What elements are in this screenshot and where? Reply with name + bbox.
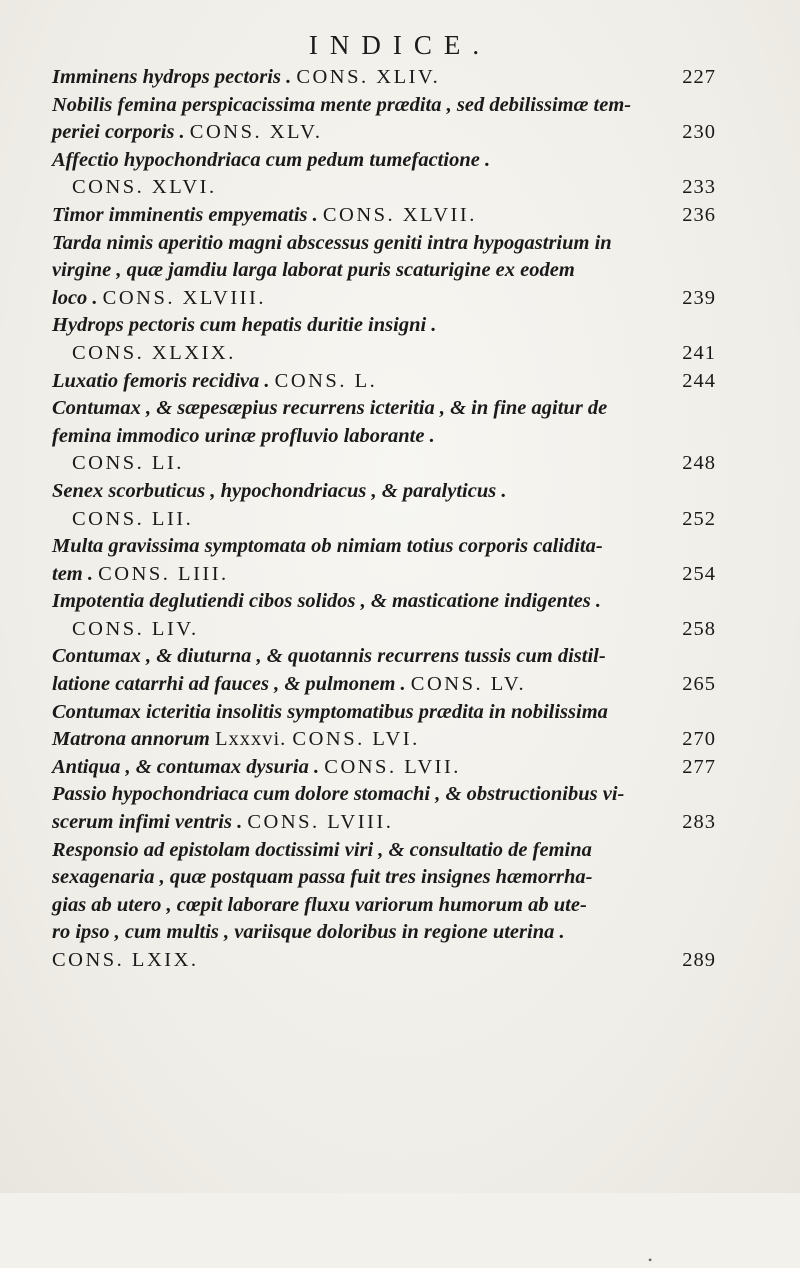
- entry-text: Timor imminentis empyematis .: [52, 203, 323, 226]
- index-line: [52, 919, 716, 947]
- entry-text: Multa gravissima symptomata ob nimiam totius corporis calidita-: [52, 535, 603, 558]
- page-number: 241: [682, 341, 716, 364]
- index-line: [52, 809, 716, 837]
- index-line: [52, 257, 716, 285]
- consultation-label: CONS. LXIX.: [52, 949, 199, 971]
- entry-text: Imminens hydrops pectoris .: [52, 66, 297, 88]
- consultation-label: CONS. LIV.: [72, 617, 199, 640]
- index-line: [52, 285, 716, 313]
- index-line: [52, 340, 716, 368]
- entry-text: Contumax icteritia insolitis symptomatibus prædita in nobilissima: [52, 700, 608, 723]
- entry-text: Matrona annorum: [52, 728, 215, 751]
- consultation-label: CONS. LII.: [72, 507, 194, 530]
- entry-text: Passio hypochondriaca cum dolore stomachi , & obstructionibus vi-: [52, 783, 625, 806]
- entry-text: Responsio ad epistolam doctissimi viri , & consultatio de femina: [52, 838, 592, 861]
- index-line: [52, 616, 716, 644]
- index-line: [52, 947, 716, 975]
- page-number: 230: [682, 121, 716, 144]
- index-line: [52, 312, 716, 340]
- page-number: 236: [682, 203, 716, 226]
- index-line: [52, 726, 716, 754]
- entry-text: latione catarrhi ad fauces , & pulmonem .: [52, 673, 411, 696]
- index-line: [52, 588, 716, 616]
- page-number: 289: [682, 949, 716, 971]
- page-number: 239: [682, 286, 716, 309]
- index-line: [52, 395, 716, 423]
- consultation-label: CONS. XLVI.: [72, 176, 217, 199]
- index-line: [52, 202, 716, 230]
- entry-text: Antiqua , & contumax dysuria .: [52, 755, 325, 778]
- index-line: [52, 754, 716, 782]
- consultation-label: CONS. XLVIII.: [102, 286, 266, 309]
- index-line: [52, 478, 716, 506]
- index-line: [52, 119, 716, 147]
- index-line: [52, 781, 716, 809]
- index-line: [52, 368, 716, 396]
- consultation-label: CONS. XLXIX.: [72, 341, 236, 364]
- entry-text: Senex scorbuticus , hypochondriacus , & paralyticus .: [52, 479, 507, 502]
- index-line: [52, 64, 716, 92]
- consultation-label: CONS. LIII.: [98, 562, 229, 585]
- entry-text: Luxatio femoris recidiva .: [52, 369, 275, 392]
- index-line: [52, 506, 716, 534]
- index-line: [52, 643, 716, 671]
- consultation-label: CONS. LVI.: [292, 728, 420, 751]
- index-line: [52, 671, 716, 699]
- entry-text: Impotentia deglutiendi cibos solidos , & masticatione indigentes .: [52, 590, 601, 613]
- entry-text: tem .: [52, 562, 99, 585]
- index-entries: [52, 64, 716, 975]
- entry-text: virgine , quæ jamdiu larga laborat puris scaturigine ex eodem: [52, 259, 575, 282]
- consultation-label: CONS. XLIV.: [296, 66, 441, 88]
- page-number: 265: [682, 673, 716, 696]
- entry-text: sexagenaria , quæ postquam passa fuit tres insignes hæmorrha-: [52, 866, 593, 889]
- index-line: [52, 423, 716, 451]
- page-number: 254: [682, 562, 716, 585]
- index-line: [52, 699, 716, 727]
- entry-text: Affectio hypochondriaca cum pedum tumefactione .: [52, 148, 491, 171]
- entry-text: Tarda nimis aperitio magni abscessus geniti intra hypogastrium in: [52, 231, 612, 254]
- page-number: 248: [682, 452, 716, 475]
- index-line: [52, 92, 716, 120]
- index-line: [52, 892, 716, 920]
- page-number: 258: [682, 617, 716, 640]
- entry-text: femina immodico urinæ profluvio laborante .: [52, 424, 435, 447]
- index-line: [52, 450, 716, 478]
- consultation-label: CONS. XLV.: [189, 121, 323, 144]
- entry-text: scerum infimi ventris .: [52, 811, 248, 834]
- page-number: 233: [682, 176, 716, 199]
- entry-numeral: Lxxxvi.: [214, 728, 293, 751]
- entry-text: Contumax , & diuturna , & quotannis recurrens tussis cum distil-: [52, 645, 606, 668]
- page-number: 270: [682, 728, 716, 751]
- entry-text: periei corporis .: [52, 121, 190, 144]
- page-number: 227: [682, 66, 716, 88]
- consultation-label: CONS. LI.: [72, 452, 184, 475]
- index-line: [52, 533, 716, 561]
- page-number: 283: [682, 811, 716, 834]
- entry-text: ro ipso , cum multis , variisque doloribus in regione uterina .: [52, 921, 565, 944]
- consultation-label: CONS. L.: [274, 369, 378, 392]
- entry-text: Hydrops pectoris cum hepatis duritie insigni .: [52, 314, 437, 337]
- index-line: [52, 837, 716, 865]
- index-line: [52, 864, 716, 892]
- consultation-label: CONS. LVII.: [324, 755, 461, 778]
- index-line: [52, 561, 716, 589]
- entry-text: gias ab utero , cœpit laborare fluxu variorum humorum ab ute-: [52, 893, 587, 916]
- page-number: 244: [682, 369, 716, 392]
- index-line: [52, 147, 716, 175]
- page-number: 252: [682, 507, 716, 530]
- page-title: INDICE.: [308, 30, 492, 60]
- consultation-label: CONS. LV.: [410, 673, 527, 696]
- consultation-label: CONS. LVIII.: [247, 811, 394, 834]
- entry-text: Nobilis femina perspicacissima mente prædita , sed debilissimæ tem-: [52, 93, 632, 116]
- consultation-label: CONS. XLVII.: [322, 203, 477, 226]
- stray-mark: •: [648, 1253, 653, 1267]
- entry-text: Contumax , & sæpesæpius recurrens icteritia , & in fine agitur de: [52, 397, 608, 420]
- entry-text: loco .: [52, 286, 103, 309]
- page-number: 277: [682, 755, 716, 778]
- index-line: [52, 230, 716, 258]
- index-line: [52, 174, 716, 202]
